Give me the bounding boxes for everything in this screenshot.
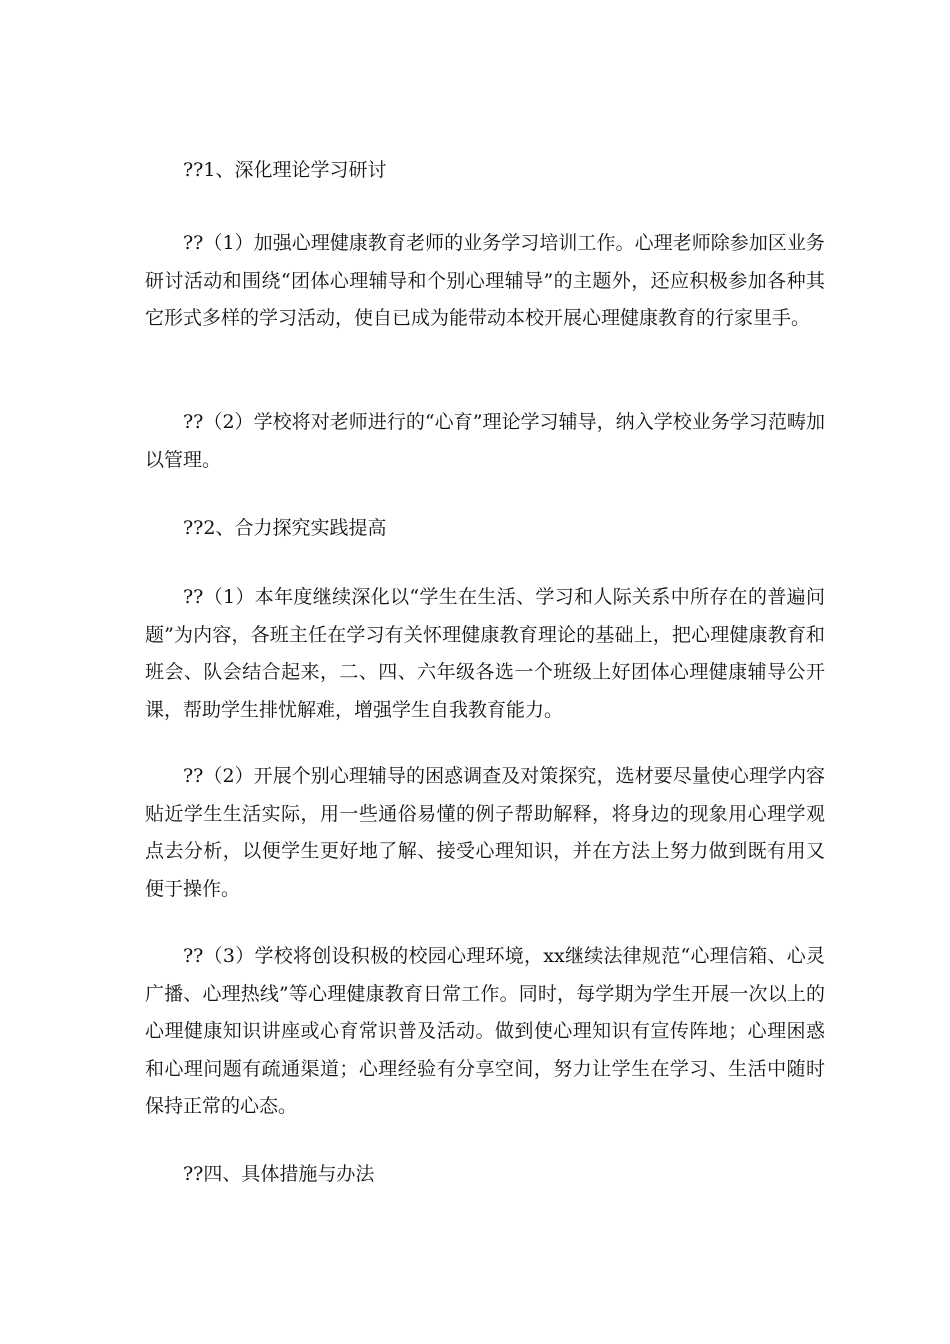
- section-heading-2: ??2、合力探究实践提高: [183, 517, 387, 539]
- paragraph-2-2: ??（2）开展个别心理辅导的困惑调查及对策探究，选材要尽量使心理学内容贴近学生生活实际，用一些通俗易懂的例子帮助解释，将身边的现象用心理学观点去分析，以便学生更好地了解、接受心理知识，并在方法上努力做到既有用又便于操作。: [145, 765, 825, 900]
- paragraph-1-1: ??（1）加强心理健康教育老师的业务学习培训工作。心理老师除参加区业务研讨活动和围绕“团体心理辅导和个别心理辅导”的主题外，还应积极参加各种其它形式多样的学习活动，使自已成为能带动本校开展心理健康教育的行家里手。: [145, 232, 825, 329]
- paragraph-1-2: ??（2）学校将对老师进行的“心育”理论学习辅导，纳入学校业务学习范畴加以管理。: [145, 411, 825, 471]
- paragraph-2-1: ??（1）本年度继续深化以“学生在生活、学习和人际关系中所存在的普遍问题”为内容，各班主任在学习有关怀理健康教育理论的基础上，把心理健康教育和班会、队会结合起来，二、四、六年级各选一个班级上好团体心理健康辅导公开课，帮助学生排忧解难，增强学生自我教育能力。: [145, 586, 825, 721]
- section-heading-4: ??四、具体措施与办法: [183, 1163, 375, 1185]
- section-heading-1: ??1、深化理论学习研讨: [183, 159, 387, 181]
- paragraph-2-3: ??（3）学校将创设积极的校园心理环境，xx继续法律规范“心理信箱、心灵广播、心理热线”等心理健康教育日常工作。同时，每学期为学生开展一次以上的心理健康知识讲座或心育常识普及活动。做到使心理知识有宣传阵地；心理困惑和心理问题有疏通渠道；心理经验有分享空间，努力让学生在学习、生活中随时保持正常的心态。: [145, 945, 825, 1117]
